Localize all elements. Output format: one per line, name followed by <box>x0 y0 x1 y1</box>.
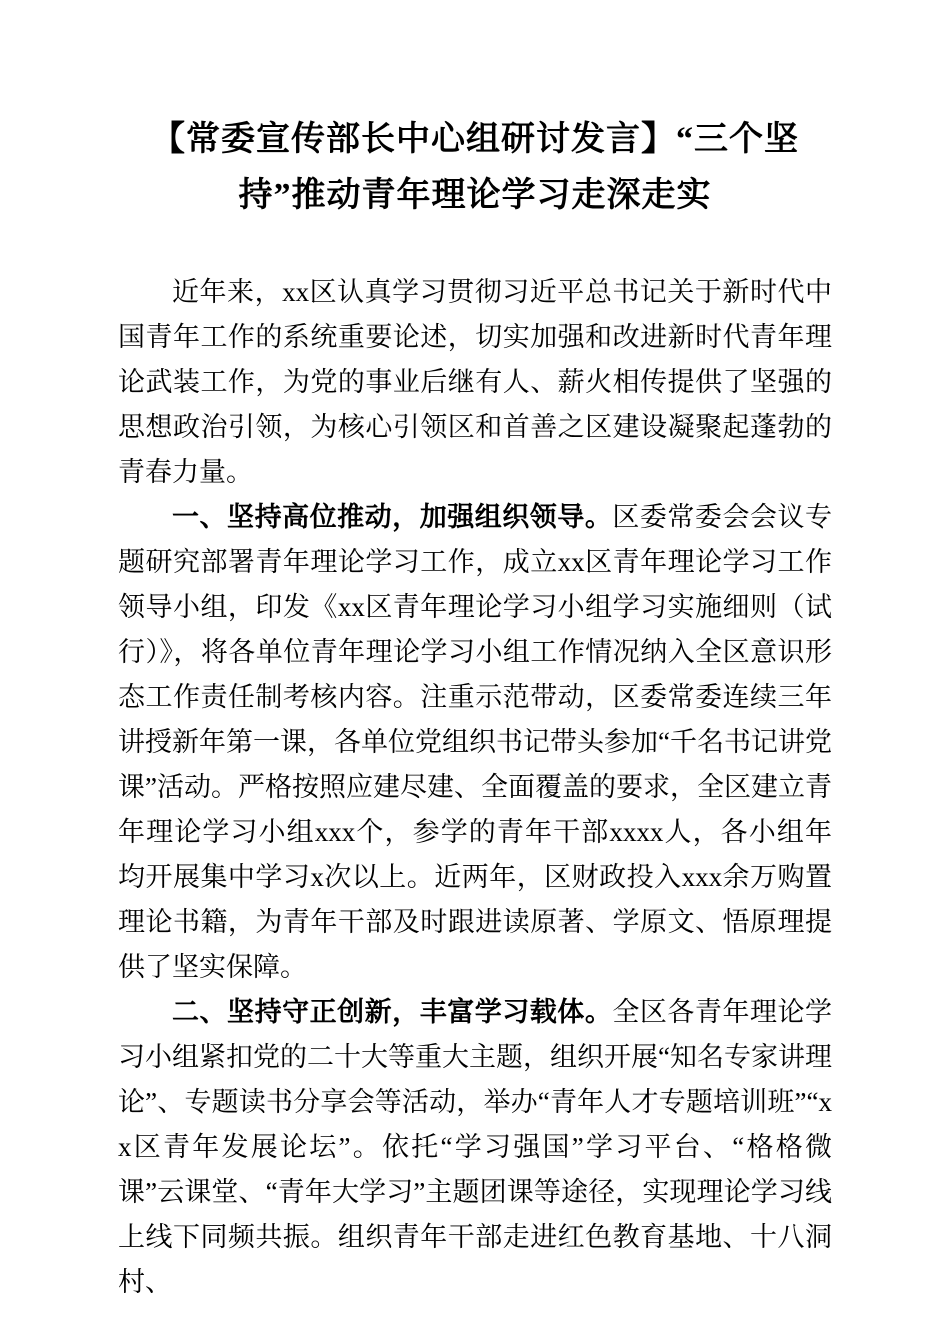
section-1-heading: 一、坚持高位推动，加强组织领导。 <box>172 502 613 532</box>
section-2-text: 全区各青年理论学习小组紧扣党的二十大等重大主题，组织开展“知名专家讲理论”、专题读书分享会等活动，举办“青年人才专题培训班”“xx区青年发展论坛”。依托“学习强国”学习平台、“格格微课”云课堂、“青年大学习”主题团课等途径，实现理论学习线上线下同频共振。组织青年干部走进红色教育基地、十八洞村、 <box>118 997 833 1297</box>
section-1-text: 区委常委会会议专题研究部署青年理论学习工作，成立xx区青年理论学习工作领导小组，印发《xx区青年理论学习小组学习实施细则（试行）》，将各单位青年理论学习小组工作情况纳入全区意识形态工作责任制考核内容。注重示范带动，区委常委连续三年讲授新年第一课，各单位党组织书记带头参加“千名书记讲党课”活动。严格按照应建尽建、全面覆盖的要求，全区建立青年理论学习小组xxx个，参学的青年干部xxxx人，各小组年均开展集中学习x次以上。近两年，区财政投入xxx余万购置理论书籍，为青年干部及时跟进读原著、学原文、悟原理提供了坚实保障。 <box>118 502 833 982</box>
paragraph-intro <box>118 270 832 495</box>
document-title: 【常委宣传部长中心组研讨发言】“三个坚持”推动青年理论学习走深走实 <box>151 121 799 214</box>
paragraph-intro-text: 近年来，xx区认真学习贯彻习近平总书记关于新时代中国青年工作的系统重要论述，切实加强和改进新时代青年理论武装工作，为党的事业后继有人、薪火相传提供了坚强的思想政治引领，为核心引领区和首善之区建设凝聚起蓬勃的青春力量。 <box>118 277 832 487</box>
section-2-heading: 二、坚持守正创新，丰富学习载体。 <box>172 997 613 1027</box>
paragraph-section-2 <box>118 990 832 1305</box>
paragraph-section-1 <box>118 495 832 990</box>
